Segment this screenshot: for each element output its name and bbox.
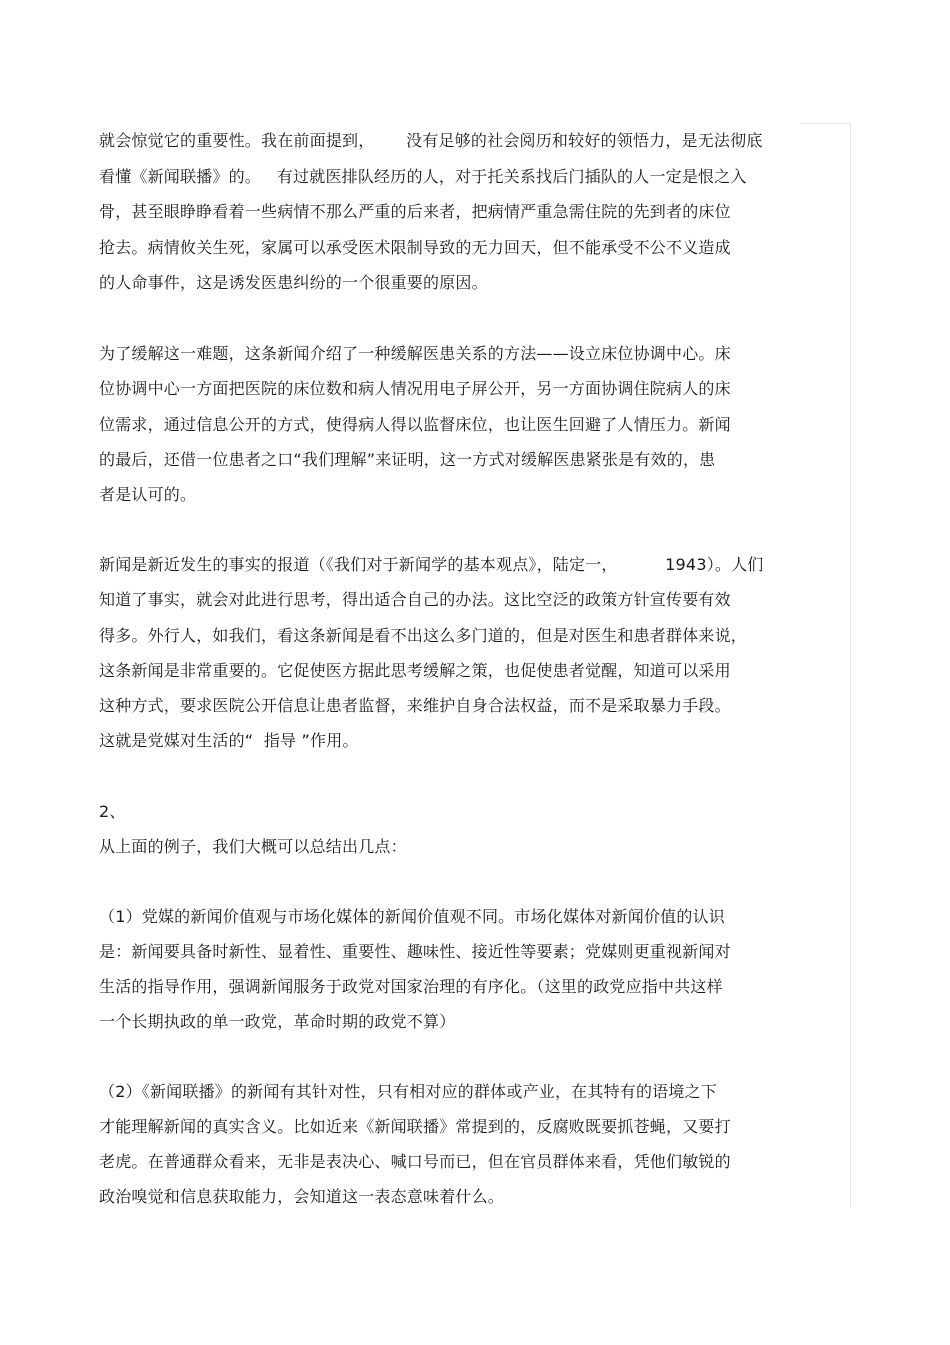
paragraph-3-line-6: 这就是党媒对生活的“ 指导 ”作用。: [99, 731, 359, 750]
point-2-line-3: 老虎。在普通群众看来，无非是表决心、喊口号而已，但在官员群体来看，凭他们敏锐的: [99, 1152, 731, 1171]
point-1-line-3: 生活的指导作用，强调新闻服务于政党对国家治理的有序化。（这里的政党应指中共这样: [99, 977, 723, 996]
point-2-line-1: （2）《新闻联播》的新闻有其针对性，只有相对应的群体或产业，在其特有的语境之下: [99, 1082, 717, 1101]
paragraph-3-line-5: 这种方式，要求医院公开信息让患者监督，来维护自身合法权益，而不是采取暴力手段。: [99, 696, 731, 715]
section-number: 2、: [99, 802, 126, 821]
paragraph-2-line-3: 位需求，通过信息公开的方式，使得病人得以监督床位，也让医生回避了人情压力。新闻: [99, 415, 731, 434]
point-1-line-2: 是：新闻要具备时新性、显着性、重要性、趣味性、接近性等要素；党媒则更重视新闻对: [99, 942, 731, 961]
paragraph-2-line-1: 为了缓解这一难题，这条新闻介绍了一种缓解医患关系的方法——设立床位协调中心。床: [99, 344, 731, 363]
paragraph-3-line-1: 新闻是新近发生的事实的报道（《我们对于新闻学的基本观点》，陆定一， 1943）。人们: [99, 555, 764, 574]
page-border-top: [800, 123, 851, 124]
point-1-line-1: （1）党媒的新闻价值观与市场化媒体的新闻价值观不同。市场化媒体对新闻价值的认识: [99, 907, 725, 926]
point-2-line-2: 才能理解新闻的真实含义。比如近来《新闻联播》常提到的，反腐败既要抓苍蝇，又要打: [99, 1117, 731, 1136]
paragraph-2-line-5: 者是认可的。: [99, 485, 197, 504]
paragraph-1-line-1: 就会惊觉它的重要性。我在前面提到， 没有足够的社会阅历和较好的领悟力，是无法彻底: [99, 131, 763, 150]
paragraph-1-line-3: 骨，甚至眼睁睁看着一些病情不那么严重的后来者，把病情严重急需住院的先到者的床位: [99, 202, 731, 221]
paragraph-3-line-4: 这条新闻是非常重要的。它促使医方据此思考缓解之策，也促使患者觉醒，知道可以采用: [99, 661, 731, 680]
paragraph-1-line-2: 看懂《新闻联播》的。 有过就医排队经历的人，对于托关系找后门插队的人一定是恨之入: [99, 167, 747, 186]
paragraph-3-line-2: 知道了事实，就会对此进行思考，得出适合自己的办法。这比空泛的政策方针宣传要有效: [99, 590, 731, 609]
paragraph-1-line-5: 的人命事件，这是诱发医患纠纷的一个很重要的原因。: [99, 273, 488, 292]
paragraph-2-line-2: 位协调中心一方面把医院的床位数和病人情况用电子屏公开，另一方面协调住院病人的床: [99, 379, 731, 398]
paragraph-1-line-4: 抢去。病情攸关生死，家属可以承受医术限制导致的无力回天，但不能承受不公不义造成: [99, 238, 731, 257]
paragraph-2-line-4: 的最后，还借一位患者之口“我们理解”来证明，这一方式对缓解医患紧张是有效的，患: [99, 450, 716, 469]
page-border-right: [850, 123, 851, 1208]
point-2-line-4: 政治嗅觉和信息获取能力，会知道这一表态意味着什么。: [99, 1187, 505, 1206]
point-1-line-4: 一个长期执政的单一政党，革命时期的政党不算）: [99, 1012, 456, 1031]
section-intro: 从上面的例子，我们大概可以总结出几点：: [99, 837, 407, 856]
paragraph-3-line-3: 得多。外行人，如我们，看这条新闻是看不出这么多门道的，但是对医生和患者群体来说，: [99, 626, 748, 645]
